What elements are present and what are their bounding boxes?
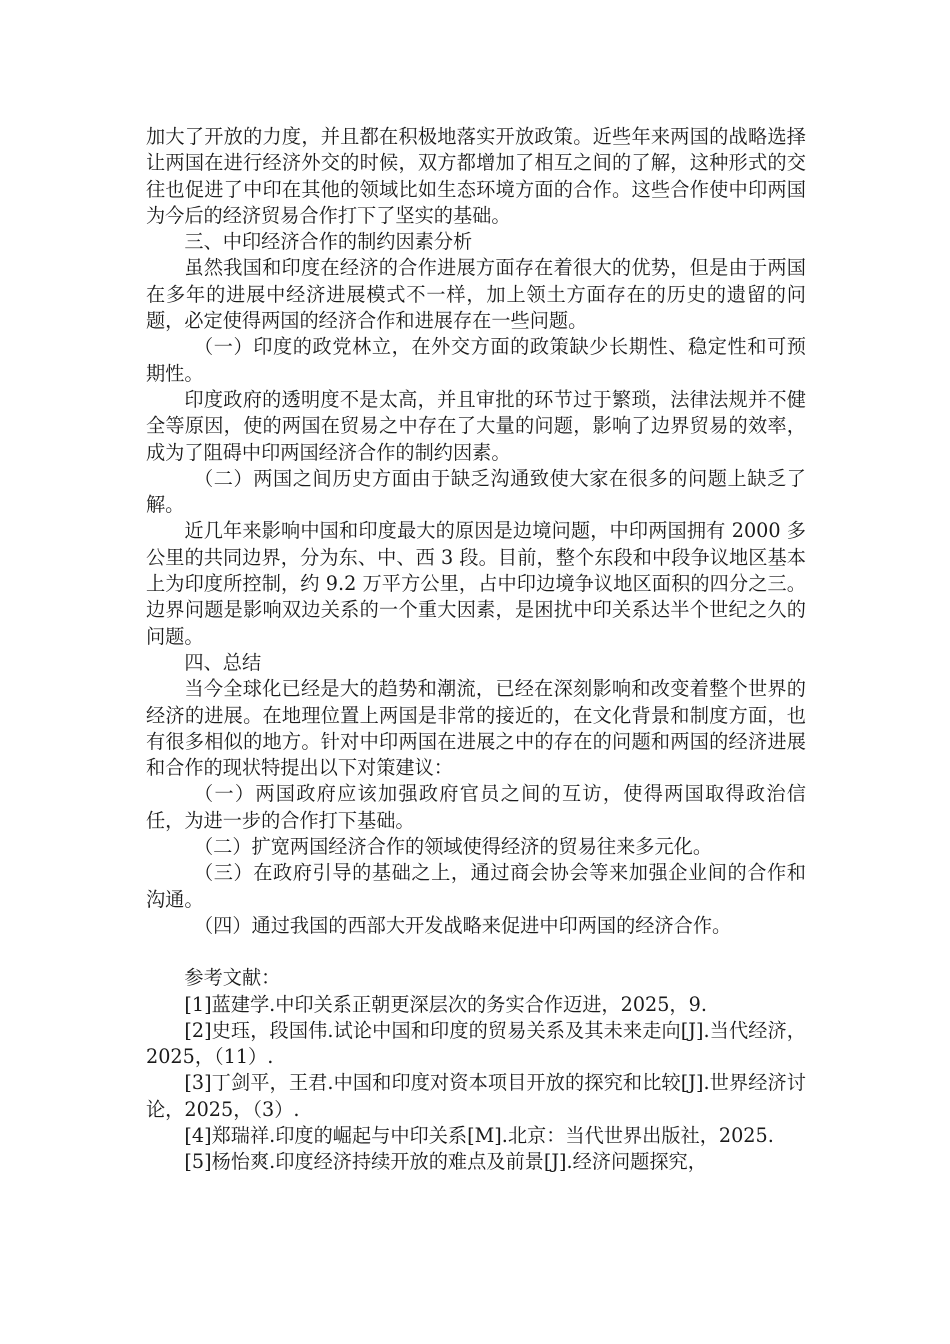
suggestion-4: （四）通过我国的西部大开发战略来促进中印两国的经济合作。 xyxy=(194,913,732,937)
section-heading-3: 三、中印经济合作的制约因素分析 xyxy=(184,230,473,254)
subheading-2: （二）两国之间历史方面由于缺乏沟通致使大家在很多的问题上缺乏了解。 xyxy=(146,466,806,517)
paragraph-constraints-intro: 虽然我国和印度在经济的合作进展方面存在着很大的优势，但是由于两国在多年的进展中经济进展模式不一样，加上领土方面存在的历史的遗留的问题，必定使得两国的经济合作和进展存在一些问题。 xyxy=(146,256,806,333)
subheading-1: （一）印度的政党林立，在外交方面的政策缺少长期性、稳定性和可预期性。 xyxy=(146,335,806,385)
suggestion-2: （二）扩宽两国经济合作的领域使得经济的贸易往来多元化。 xyxy=(194,835,713,859)
paragraph-conclusion: 当今全球化已经是大的趋势和潮流，已经在深刻影响和改变着整个世界的经济的进展。在地理位置上两国是非常的接近的，在文化背景和制度方面，也有很多相似的地方。针对中印两国在进展之中的存在的问题和两国的经济进展和合作的现状特提出以下对策建议： xyxy=(146,677,806,780)
paragraph-transparency: 印度政府的透明度不是太高，并且审批的环节过于繁琐，法律法规并不健全等原因，使的两国在贸易之中存在了大量的问题，影响了边界贸易的效率，成为了阻碍中印两国经济合作的制约因素。 xyxy=(146,387,806,464)
suggestion-1: （一）两国政府应该加强政府官员之间的互访，使得两国取得政治信任，为进一步的合作打下基础。 xyxy=(146,782,806,832)
reference-item: [5]杨怡爽.印度经济持续开放的难点及前景[J].经济问题探究， xyxy=(184,1150,707,1174)
document-body xyxy=(146,124,806,1176)
reference-item: [4]郑瑞祥.印度的崛起与中印关系[M].北京：当代世界出版社，2025. xyxy=(184,1123,774,1147)
paragraph-continued: 加大了开放的力度，并且都在积极地落实开放政策。近些年来两国的战略选择让两国在进行经济外交的时候，双方都增加了相互之间的了解，这种形式的交往也促进了中印在其他的领域比如生态环境方面的合作。这些合作使中印两国为今后的经济贸易合作打下了坚实的基础。 xyxy=(146,125,806,227)
section-heading-4: 四、总结 xyxy=(184,650,262,674)
reference-item: [1]蓝建学.中印关系正朝更深层次的务实合作迈进，2025，9. xyxy=(184,992,707,1016)
reference-item: [2]史珏，段国伟.试论中国和印度的贸易关系及其未来走向[J].当代经济，2025，（11）. xyxy=(146,1018,806,1069)
suggestion-3: （三）在政府引导的基础之上，通过商会协会等来加强企业间的合作和沟通。 xyxy=(146,861,806,911)
paragraph-border-issue: 近几年来影响中国和印度最大的原因是边境问题，中印两国拥有 2000 多公里的共同边界，分为东、中、西 3 段。目前，整个东段和中段争议地区基本上为印度所控制，约 9.2 万平方公里，占中印边境争议地区面积的四分之三。边界问题是影响双边关系的一个重大因素，是困扰中印关系达半个世纪之久的问题。 xyxy=(146,519,806,648)
reference-item: [3]丁剑平，王君.中国和印度对资本项目开放的探究和比较[J].世界经济讨论，2025，（3）. xyxy=(146,1071,806,1121)
references-heading: 参考文献： xyxy=(184,966,281,990)
spacer xyxy=(146,939,806,965)
